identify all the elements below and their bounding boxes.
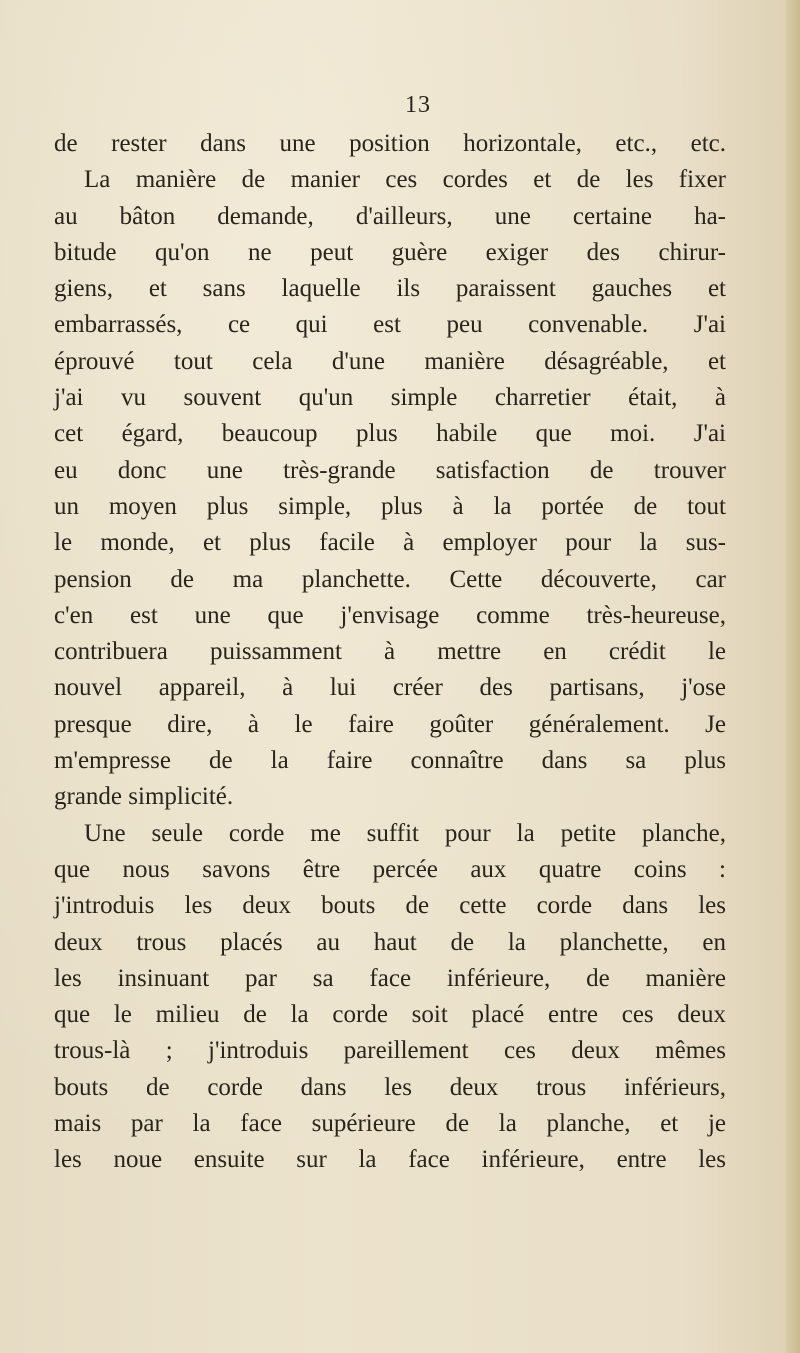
text-line: c'en est une que j'envisage comme très-heureuse, — [54, 601, 726, 629]
text-line: eu donc une très-grande satisfaction de trouver — [54, 456, 726, 484]
text-line: au bâton demande, d'ailleurs, une certaine ha- — [54, 202, 726, 230]
page-number: 13 — [405, 92, 431, 118]
text-line: giens, et sans laquelle ils paraissent gauches et — [54, 275, 726, 303]
text-line: j'ai vu souvent qu'un simple charretier était, à — [54, 384, 726, 412]
text-line: que le milieu de la corde soit placé entre ces deux — [54, 1001, 726, 1029]
text-line: que nous savons être percée aux quatre coins : — [54, 855, 726, 883]
text-line: cet égard, beaucoup plus habile que moi. J'ai — [54, 420, 726, 448]
text-line: j'introduis les deux bouts de cette corde dans les — [54, 892, 726, 920]
text-line: contribuera puissamment à mettre en crédit le — [54, 638, 726, 666]
text-line: les noue ensuite sur la face inférieure, entre les — [54, 1146, 726, 1174]
text-line: bouts de corde dans les deux trous inférieurs, — [54, 1073, 726, 1101]
text-line: les insinuant par sa face inférieure, de manière — [54, 964, 726, 992]
text-line: pension de ma planchette. Cette découverte, car — [54, 565, 726, 593]
text-line: nouvel appareil, à lui créer des partisans, j'ose — [54, 674, 726, 702]
text-line: bitude qu'on ne peut guère exiger des chirur- — [54, 238, 726, 266]
body-text — [54, 126, 726, 1179]
text-line: m'empresse de la faire connaître dans sa plus — [54, 747, 726, 775]
text-line: un moyen plus simple, plus à la portée de tout — [54, 492, 726, 520]
text-line: deux trous placés au haut de la planchette, en — [54, 928, 726, 956]
text-line: de rester dans une position horizontale, etc., etc. — [54, 130, 726, 157]
text-line: presque dire, à le faire goûter généralement. Je — [54, 710, 726, 738]
text-line: trous-là ; j'introduis pareillement ces deux mêmes — [54, 1037, 726, 1065]
text-line: mais par la face supérieure de la planche, et je — [54, 1110, 726, 1138]
text-line: La manière de manier ces cordes et de les fixer — [84, 166, 726, 194]
text-line: éprouvé tout cela d'une manière désagréable, et — [54, 347, 726, 375]
page-edge — [786, 0, 800, 1353]
text-line: Une seule corde me suffit pour la petite planche, — [84, 819, 726, 847]
text-line: le monde, et plus facile à employer pour la sus- — [54, 529, 726, 557]
text-line: grande simplicité. — [54, 783, 234, 811]
text-line: embarrassés, ce qui est peu convenable. J'ai — [54, 311, 726, 339]
